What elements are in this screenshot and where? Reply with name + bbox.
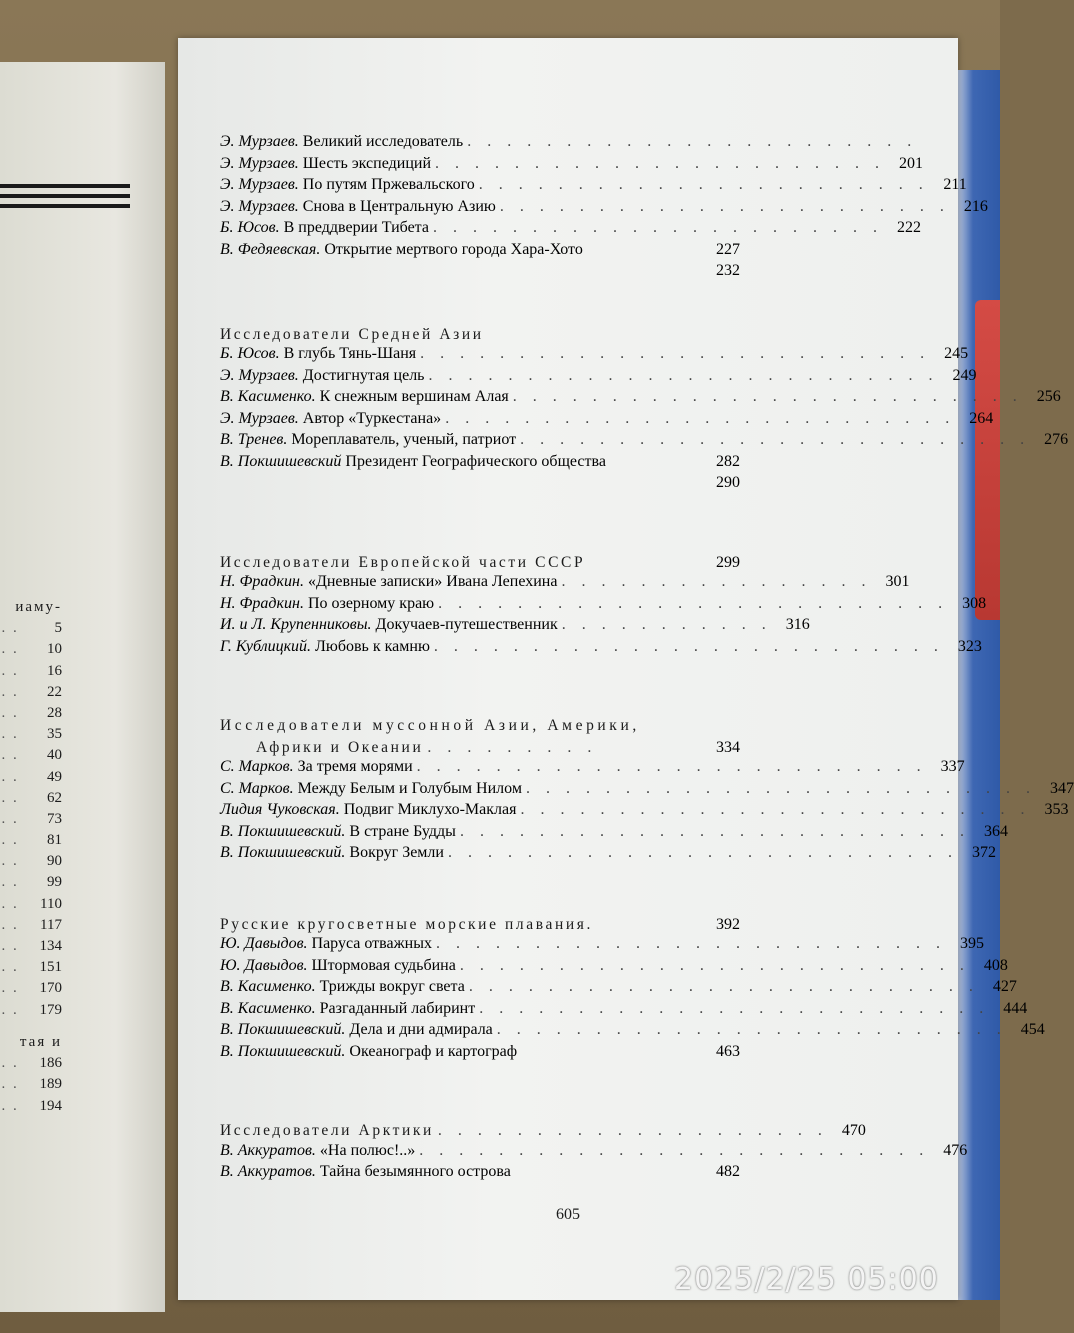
left-page-number: . . . 151 bbox=[0, 957, 62, 978]
entry-page: 454 bbox=[1020, 1021, 1045, 1038]
entry-page: 347 bbox=[1049, 779, 1074, 797]
entry-page: 476 bbox=[943, 1141, 968, 1159]
entry-author: С. Марков. bbox=[220, 758, 294, 775]
entry-page: 482 bbox=[716, 1163, 740, 1180]
toc-entry: С. Марков. За тремя морями . . . . . . . . . . . . . . . . . . . . . . . . . . 337 bbox=[220, 758, 965, 775]
entry-page: 395 bbox=[959, 935, 984, 952]
entry-title: Паруса отважных bbox=[311, 935, 432, 952]
entry-page: 227 bbox=[716, 240, 740, 258]
decorative-rule bbox=[0, 194, 130, 198]
entry-author: В. Аккуратов. bbox=[220, 1163, 316, 1180]
entry-author: Н. Фрадкин. bbox=[220, 573, 304, 590]
entry-page: 427 bbox=[992, 978, 1017, 995]
left-page-number: . . . 117 bbox=[0, 915, 62, 936]
entry-title: «На полюс!..» bbox=[319, 1141, 416, 1159]
entry-title: Шесть экспедиций bbox=[302, 154, 431, 172]
entry-title: Докучаев-путешественник bbox=[375, 616, 558, 633]
entry-page: 353 bbox=[1044, 801, 1069, 818]
entry-author: Э. Мурзаев. bbox=[220, 133, 299, 150]
entry-title: Тайна безымянного острова bbox=[319, 1163, 511, 1180]
toc-entry: Б. Юсов. В глубь Тянь-Шаня . . . . . . . . . . . . . . . . . . . . . . . . . . 245 bbox=[220, 345, 969, 362]
entry-page: 323 bbox=[957, 637, 982, 655]
book-page bbox=[178, 38, 1074, 1300]
left-text-fragment: тая и bbox=[19, 1034, 62, 1050]
entry-page: 201 bbox=[899, 154, 923, 172]
toc-entry: Э. Мурзаев. Шесть экспедиций . . . . . . . . . . . . . . . . . . . . . . . 201 bbox=[220, 154, 923, 172]
entry-page: 372 bbox=[971, 844, 996, 861]
toc-entry: Э. Мурзаев. Снова в Центральную Азию . . . . . . . . . . . . . . . . . . . . . . . 216 bbox=[220, 197, 988, 215]
toc-entry: Н. Фрадкин. По озерному краю . . . . . . . . . . . . . . . . . . . . . . . . . . 308 bbox=[220, 594, 987, 612]
entry-author: В. Покшишевский. bbox=[220, 844, 346, 861]
toc-section bbox=[220, 715, 1074, 866]
entry-page: 316 bbox=[785, 616, 810, 633]
entry-author: Б. Юсов. bbox=[220, 345, 280, 362]
toc-entry: Э. Мурзаев. Достигнутая цель . . . . . . . . . . . . . . . . . . . . . . . . . . 249 bbox=[220, 366, 977, 384]
entry-page: 256 bbox=[1036, 388, 1061, 405]
section-page: 334 bbox=[716, 738, 740, 756]
toc-entry bbox=[220, 1163, 740, 1185]
toc-entry: Г. Кублицкий. Любовь к камню . . . . . . . . . . . . . . . . . . . . . . . . . . 323 bbox=[220, 637, 982, 655]
toc-entry bbox=[220, 241, 740, 263]
entry-author: Э. Мурзаев. bbox=[220, 197, 299, 215]
left-page-number: . . . 189 bbox=[0, 1074, 62, 1095]
entry-title: Президент Географического общества bbox=[345, 452, 606, 470]
left-page bbox=[0, 62, 165, 1312]
entry-title: Подвиг Миклухо-Маклая bbox=[343, 801, 517, 818]
section-page: 392 bbox=[716, 915, 740, 933]
left-page-number: . . . 49 bbox=[0, 767, 62, 788]
toc-entry: Э. Мурзаев. Автор «Туркестана» . . . . . . . . . . . . . . . . . . . . . . . . . . 264 bbox=[220, 409, 994, 427]
entry-author: Э. Мурзаев. bbox=[220, 176, 299, 193]
left-page-number: . . . 35 bbox=[0, 724, 62, 745]
entry-author: В. Тренев. bbox=[220, 431, 288, 448]
entry-page: 216 bbox=[963, 197, 988, 215]
toc-entry: И. и Л. Крупенниковы. Докучаев-путешественник . . . . . . . . . . . 316 bbox=[220, 616, 810, 633]
toc-trailing-page bbox=[220, 262, 740, 284]
entry-page: 245 bbox=[944, 345, 969, 362]
entry-page: 211 bbox=[943, 176, 967, 193]
book-cover-edge bbox=[955, 70, 1000, 1300]
entry-author: Э. Мурзаев. bbox=[220, 366, 299, 384]
entry-author: В. Федяевская. bbox=[220, 240, 321, 258]
left-page-contents bbox=[0, 597, 62, 1021]
entry-title: Вокруг Земли bbox=[349, 844, 444, 861]
entry-title: В стране Будды bbox=[349, 822, 456, 840]
toc-entry: Ю. Давыдов. Паруса отважных . . . . . . . . . . . . . . . . . . . . . . . . . . 395 bbox=[220, 935, 984, 952]
entry-page: 308 bbox=[962, 594, 987, 612]
entry-title: Любовь к камню bbox=[315, 637, 430, 655]
left-page-number: . . . 16 bbox=[0, 661, 62, 682]
toc-entry: В. Касименко. К снежным вершинам Алая . . . . . . . . . . . . . . . . . . . . . . . . . . 256 bbox=[220, 388, 1061, 405]
toc-section bbox=[220, 552, 987, 660]
entry-page: 463 bbox=[716, 1042, 740, 1060]
entry-page: 408 bbox=[983, 956, 1008, 974]
entry-author: В. Касименко. bbox=[220, 999, 316, 1017]
entry-author: В. Касименко. bbox=[220, 978, 316, 995]
toc-entry: Э. Мурзаев. Великий исследователь . . . . . . . . . . . . . . . . . . . . . . . bbox=[220, 133, 918, 150]
left-page-number: . . . 5 bbox=[0, 618, 62, 639]
toc-entry: В. Касименко. Трижды вокруг света . . . . . . . . . . . . . . . . . . . . . . . . . . 427 bbox=[220, 978, 1017, 995]
decorative-rule bbox=[0, 204, 130, 208]
toc-entry: Н. Фрадкин. «Дневные записки» Ивана Лепехина . . . . . . . . . . . . . . . . 301 bbox=[220, 573, 910, 590]
toc-entry bbox=[220, 1043, 740, 1065]
entry-page: 337 bbox=[940, 758, 965, 775]
entry-author: Э. Мурзаев. bbox=[220, 154, 299, 172]
section-heading-row: Исследователи Арктики . . . . . . . . . . . . . . . . . . . . 470 bbox=[220, 1120, 740, 1142]
decorative-rule bbox=[0, 184, 130, 188]
cover-illustration-fragment bbox=[975, 300, 1000, 620]
section-heading: Русские кругосветные морские плавания. bbox=[220, 915, 593, 933]
section-heading-line2: Африки и Океании bbox=[256, 738, 424, 756]
toc-entry: С. Марков. Между Белым и Голубым Нилом . . . . . . . . . . . . . . . . . . . . . . . . . . 347 bbox=[220, 779, 1074, 797]
left-page-number: . . . 28 bbox=[0, 703, 62, 724]
left-page-number: . . . 73 bbox=[0, 809, 62, 830]
entry-title: Дела и дни адмирала bbox=[349, 1021, 493, 1038]
section-heading: Исследователи муссонной Азии, Америки, bbox=[220, 717, 640, 734]
entry-title: Великий исследователь bbox=[302, 133, 464, 150]
toc-entry: В. Покшишевский. Дела и дни адмирала . . . . . . . . . . . . . . . . . . . . . . . . . . 454 bbox=[220, 1021, 1045, 1038]
left-page-number: . . . 194 bbox=[0, 1096, 62, 1117]
left-page-number: . . . 22 bbox=[0, 682, 62, 703]
section-heading-row: Африки и Океании . . . . . . . . . 334 bbox=[220, 737, 740, 759]
left-page-number: . . . 186 bbox=[0, 1053, 62, 1074]
left-page-contents-lower bbox=[0, 1032, 62, 1117]
entry-author: В. Покшишевский. bbox=[220, 822, 346, 840]
entry-title: Достигнутая цель bbox=[302, 366, 425, 384]
entry-title: По озерному краю bbox=[307, 594, 435, 612]
entry-author: Н. Фрадкин. bbox=[220, 594, 304, 612]
page-number: 605 bbox=[556, 1206, 580, 1223]
entry-title: Автор «Туркестана» bbox=[302, 409, 442, 427]
left-page-number: . . . 110 bbox=[0, 894, 62, 915]
entry-page: 264 bbox=[969, 409, 994, 427]
section-heading: Исследователи Европейской части СССР bbox=[220, 553, 586, 571]
entry-page: 301 bbox=[885, 573, 910, 590]
entry-author: Ю. Давыдов. bbox=[220, 935, 308, 952]
entry-page: 232 bbox=[716, 262, 740, 279]
entry-title: К снежным вершинам Алая bbox=[319, 388, 509, 405]
toc-entry: В. Тренев. Мореплаватель, ученый, патриот . . . . . . . . . . . . . . . . . . . . . . . . . . 276 bbox=[220, 431, 1069, 448]
toc-entry: В. Покшишевский. Вокруг Земли . . . . . . . . . . . . . . . . . . . . . . . . . . 372 bbox=[220, 844, 996, 861]
entry-title: Разгаданный лабиринт bbox=[319, 999, 476, 1017]
left-page-number: . . . 170 bbox=[0, 978, 62, 999]
entry-author: И. и Л. Крупенниковы. bbox=[220, 616, 372, 633]
left-page-number: . . . 134 bbox=[0, 936, 62, 957]
entry-title: Снова в Центральную Азию bbox=[302, 197, 496, 215]
entry-title: «Дневные записки» Ивана Лепехина bbox=[307, 573, 558, 590]
left-page-number: . . . 179 bbox=[0, 1000, 62, 1021]
toc-entry: Б. Юсов. В преддверии Тибета . . . . . . . . . . . . . . . . . . . . . . . 222 bbox=[220, 219, 921, 236]
entry-title: Океанограф и картограф bbox=[349, 1042, 518, 1060]
entry-author: Лидия Чуковская. bbox=[220, 801, 340, 818]
toc-section bbox=[220, 1120, 968, 1185]
left-page-number: . . . 99 bbox=[0, 872, 62, 893]
entry-page: 282 bbox=[716, 452, 740, 470]
entry-page: 249 bbox=[952, 366, 977, 384]
entry-author: Ю. Давыдов. bbox=[220, 956, 308, 974]
section-heading-row bbox=[220, 914, 740, 936]
toc-section bbox=[220, 914, 1045, 1065]
entry-title: Штормовая судьбина bbox=[311, 956, 456, 974]
toc-section bbox=[220, 324, 1069, 496]
toc-entry: В. Аккуратов. «На полюс!..» . . . . . . . . . . . . . . . . . . . . . . . . . . 476 bbox=[220, 1141, 968, 1159]
entry-author: С. Марков. bbox=[220, 779, 294, 797]
entry-title: Трижды вокруг света bbox=[319, 978, 465, 995]
entry-title: В глубь Тянь-Шаня bbox=[283, 345, 417, 362]
entry-author: В. Аккуратов. bbox=[220, 1141, 316, 1159]
entry-page: 364 bbox=[983, 822, 1008, 840]
toc-section bbox=[220, 133, 988, 284]
entry-author: В. Покшишевский bbox=[220, 452, 342, 470]
entry-author: В. Покшишевский. bbox=[220, 1021, 346, 1038]
toc-trailing-page bbox=[220, 474, 740, 496]
entry-title: В преддверии Тибета bbox=[283, 219, 429, 236]
entry-title: Мореплаватель, ученый, патриот bbox=[291, 431, 517, 448]
section-page: 470 bbox=[841, 1122, 866, 1139]
entry-title: По путям Пржевальского bbox=[302, 176, 475, 193]
toc-entry: Ю. Давыдов. Штормовая судьбина . . . . . . . . . . . . . . . . . . . . . . . . . . 408 bbox=[220, 956, 1008, 974]
toc-entry bbox=[220, 453, 740, 475]
entry-title: Между Белым и Голубым Нилом bbox=[297, 779, 522, 797]
left-page-number: . . . 90 bbox=[0, 851, 62, 872]
left-page-number: . . . 40 bbox=[0, 745, 62, 766]
left-page-number: . . . 62 bbox=[0, 788, 62, 809]
entry-page: 444 bbox=[1003, 999, 1028, 1017]
entry-page: 276 bbox=[1044, 431, 1069, 448]
entry-author: В. Покшишевский. bbox=[220, 1042, 346, 1060]
section-page: 299 bbox=[716, 553, 740, 571]
entry-page: 290 bbox=[716, 474, 740, 491]
left-page-number: . . . 10 bbox=[0, 639, 62, 660]
section-heading: Исследователи Средней Азии bbox=[220, 325, 484, 343]
table-of-contents bbox=[220, 133, 1074, 1225]
entry-author: Б. Юсов. bbox=[220, 219, 280, 236]
toc-entry: В. Касименко. Разгаданный лабиринт . . . . . . . . . . . . . . . . . . . . . . . . . . 444 bbox=[220, 999, 1028, 1017]
left-text-fragment: иаму- bbox=[15, 599, 62, 615]
toc-entry: В. Покшишевский. В стране Будды . . . . . . . . . . . . . . . . . . . . . . . . . . 364 bbox=[220, 822, 1008, 840]
entry-author: Г. Кублицкий. bbox=[220, 637, 312, 655]
entry-title: За тремя морями bbox=[297, 758, 413, 775]
entry-author: Э. Мурзаев. bbox=[220, 409, 299, 427]
entry-author: В. Касименко. bbox=[220, 388, 316, 405]
toc-entry: Лидия Чуковская. Подвиг Миклухо-Маклая . . . . . . . . . . . . . . . . . . . . . . . . . . 353 bbox=[220, 801, 1069, 818]
toc-entry: Э. Мурзаев. По путям Пржевальского . . . . . . . . . . . . . . . . . . . . . . . 211 bbox=[220, 176, 967, 193]
photo-timestamp: 2025/2/25 05:00 bbox=[674, 1262, 939, 1297]
section-heading: Исследователи Арктики bbox=[220, 1122, 434, 1139]
entry-title: Открытие мертвого города Хара-Хото bbox=[324, 240, 583, 258]
left-page-number: . . . 81 bbox=[0, 830, 62, 851]
entry-page: 222 bbox=[896, 219, 921, 236]
section-heading-row bbox=[220, 552, 740, 574]
